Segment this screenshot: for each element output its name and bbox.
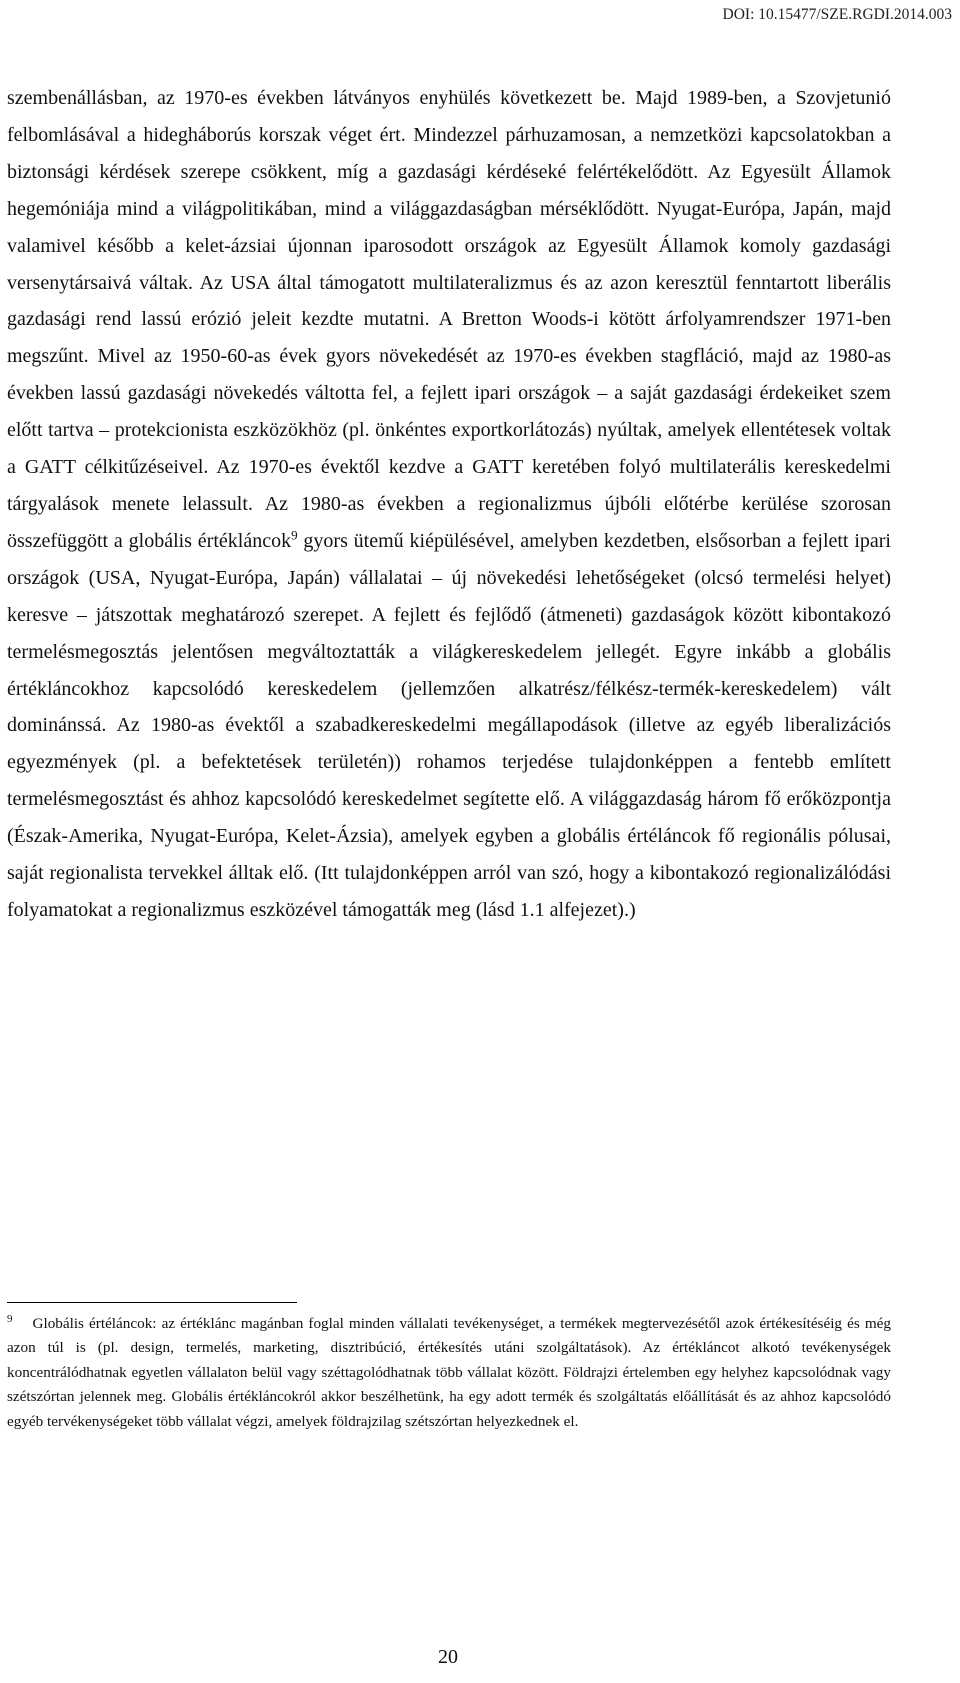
footnote-text: Globális értéláncok: az értéklánc magánban foglal minden vállalati tevékenységet, a termékek megtervezésétől azok értékesítéséig és még azon túl is (pl. design, termelés, marketing, disztribúció, értékesítés utáni szolgáltatások). Az értékláncot alkotó tevékenységek koncentrálódhatnak egyetlen vállalaton belül vagy széttagolódhatnak több vállalat között. Földrajzi értelemben egy helyhez kapcsolódnak vagy szétszórtan jelennek meg. Globális értékláncokról akkor beszélhetünk, ha egy adott termék és szolgáltatás előállítását és az ahhoz kapcsolódó egyéb tervékenységeket több vállalat végzi, amelyek földrajzilag szétszórtan helyezkednek el.	[7, 1315, 891, 1430]
paragraph-text-part-2: gyors ütemű kiépülésével, amelyben kezdetben, elsősorban a fejlett ipari országok (USA, Nyugat-Európa, Japán) vállalatai – új növekedési lehetőségeket (olcsó termelési helyet) keresve – játszottak meghatározó szerepet. A fejlett és fejlődő (átmeneti) gazdaságok között kibontakozó termelésmegosztás jelentősen megváltoztatták a világkereskedelem jellegét. Egyre inkább a globális értékláncokhoz kapcsolódó kereskedelem (jellemzően alkatrész/félkész-termék-kereskedelem) vált dominánssá. Az 1980-as évektől a szabadkereskedelmi megállapodások (illetve az egyéb liberalizációs egyezmények (pl. a befektetések területén)) rohamos terjedése tulajdonképpen a fentebb említett termelésmegosztást és ahhoz kapcsolódó kereskedelmet segítette elő. A világgazdaság három fő erőközpontja (Észak-Amerika, Nyugat-Európa, Kelet-Ázsia), amelyek egyben a globális értéláncok fő regionális pólusai, saját regionalista tervekkel álltak elő. (Itt tulajdonképpen arról van szó, hogy a kibontakozó regionalizálódási folyamatokat a regionalizmus eszközével támogatták meg (lásd 1.1 alfejezet).)	[7, 529, 891, 921]
main-text	[7, 80, 891, 929]
footnote-reference[interactable]: 9	[291, 527, 298, 543]
footnote-number: 9	[7, 1312, 13, 1325]
footnote-separator	[7, 1302, 297, 1303]
paragraph-text-part-1: szembenállásban, az 1970-es években látványos enyhülés következett be. Majd 1989-ben, a Szovjetunió felbomlásával a hidegháborús korszak véget ért. Mindezzel párhuzamosan, a nemzetközi kapcsolatokban a biztonsági kérdések szerepe csökkent, míg a gazdasági kérdéseké felértékelődött. Az Egyesült Államok hegemóniája mind a világpolitikában, mind a világgazdaságban mérséklődött. Nyugat-Európa, Japán, majd valamivel később a kelet-ázsiai újonnan iparosodott országok az Egyesült Államok komoly gazdasági versenytársaivá váltak. Az USA által támogatott multilateralizmus és az azon keresztül fenntartott liberális gazdasági rend lassú erózió jeleit kezdte mutatni. A Bretton Woods-i kötött árfolyamrendszer 1971-ben megszűnt. Mivel az 1950-60-as évek gyors növekedését az 1970-es években stagfláció, majd az 1980-as években lassú gazdasági növekedés váltotta fel, a fejlett ipari országok – a saját gazdasági érdekeiket szem előtt tartva – protekcionista eszközökhöz (pl. önkéntes exportkorlátozás) nyúltak, amelyek ellentétesek voltak a GATT célkitűzéseivel. Az 1970-es évektől kezdve a GATT keretében folyó multilaterális kereskedelmi tárgyalások menete lelassult. Az 1980-as években a regionalizmus újbóli előtérbe kerülése szorosan összefüggött a globális értékláncok	[7, 87, 891, 552]
page-number: 20	[438, 1646, 458, 1668]
main-paragraph	[7, 80, 891, 929]
footnote-paragraph	[7, 1312, 891, 1434]
footnote	[7, 1312, 891, 1434]
doi-header: DOI: 10.15477/SZE.RGDI.2014.003	[722, 6, 952, 23]
